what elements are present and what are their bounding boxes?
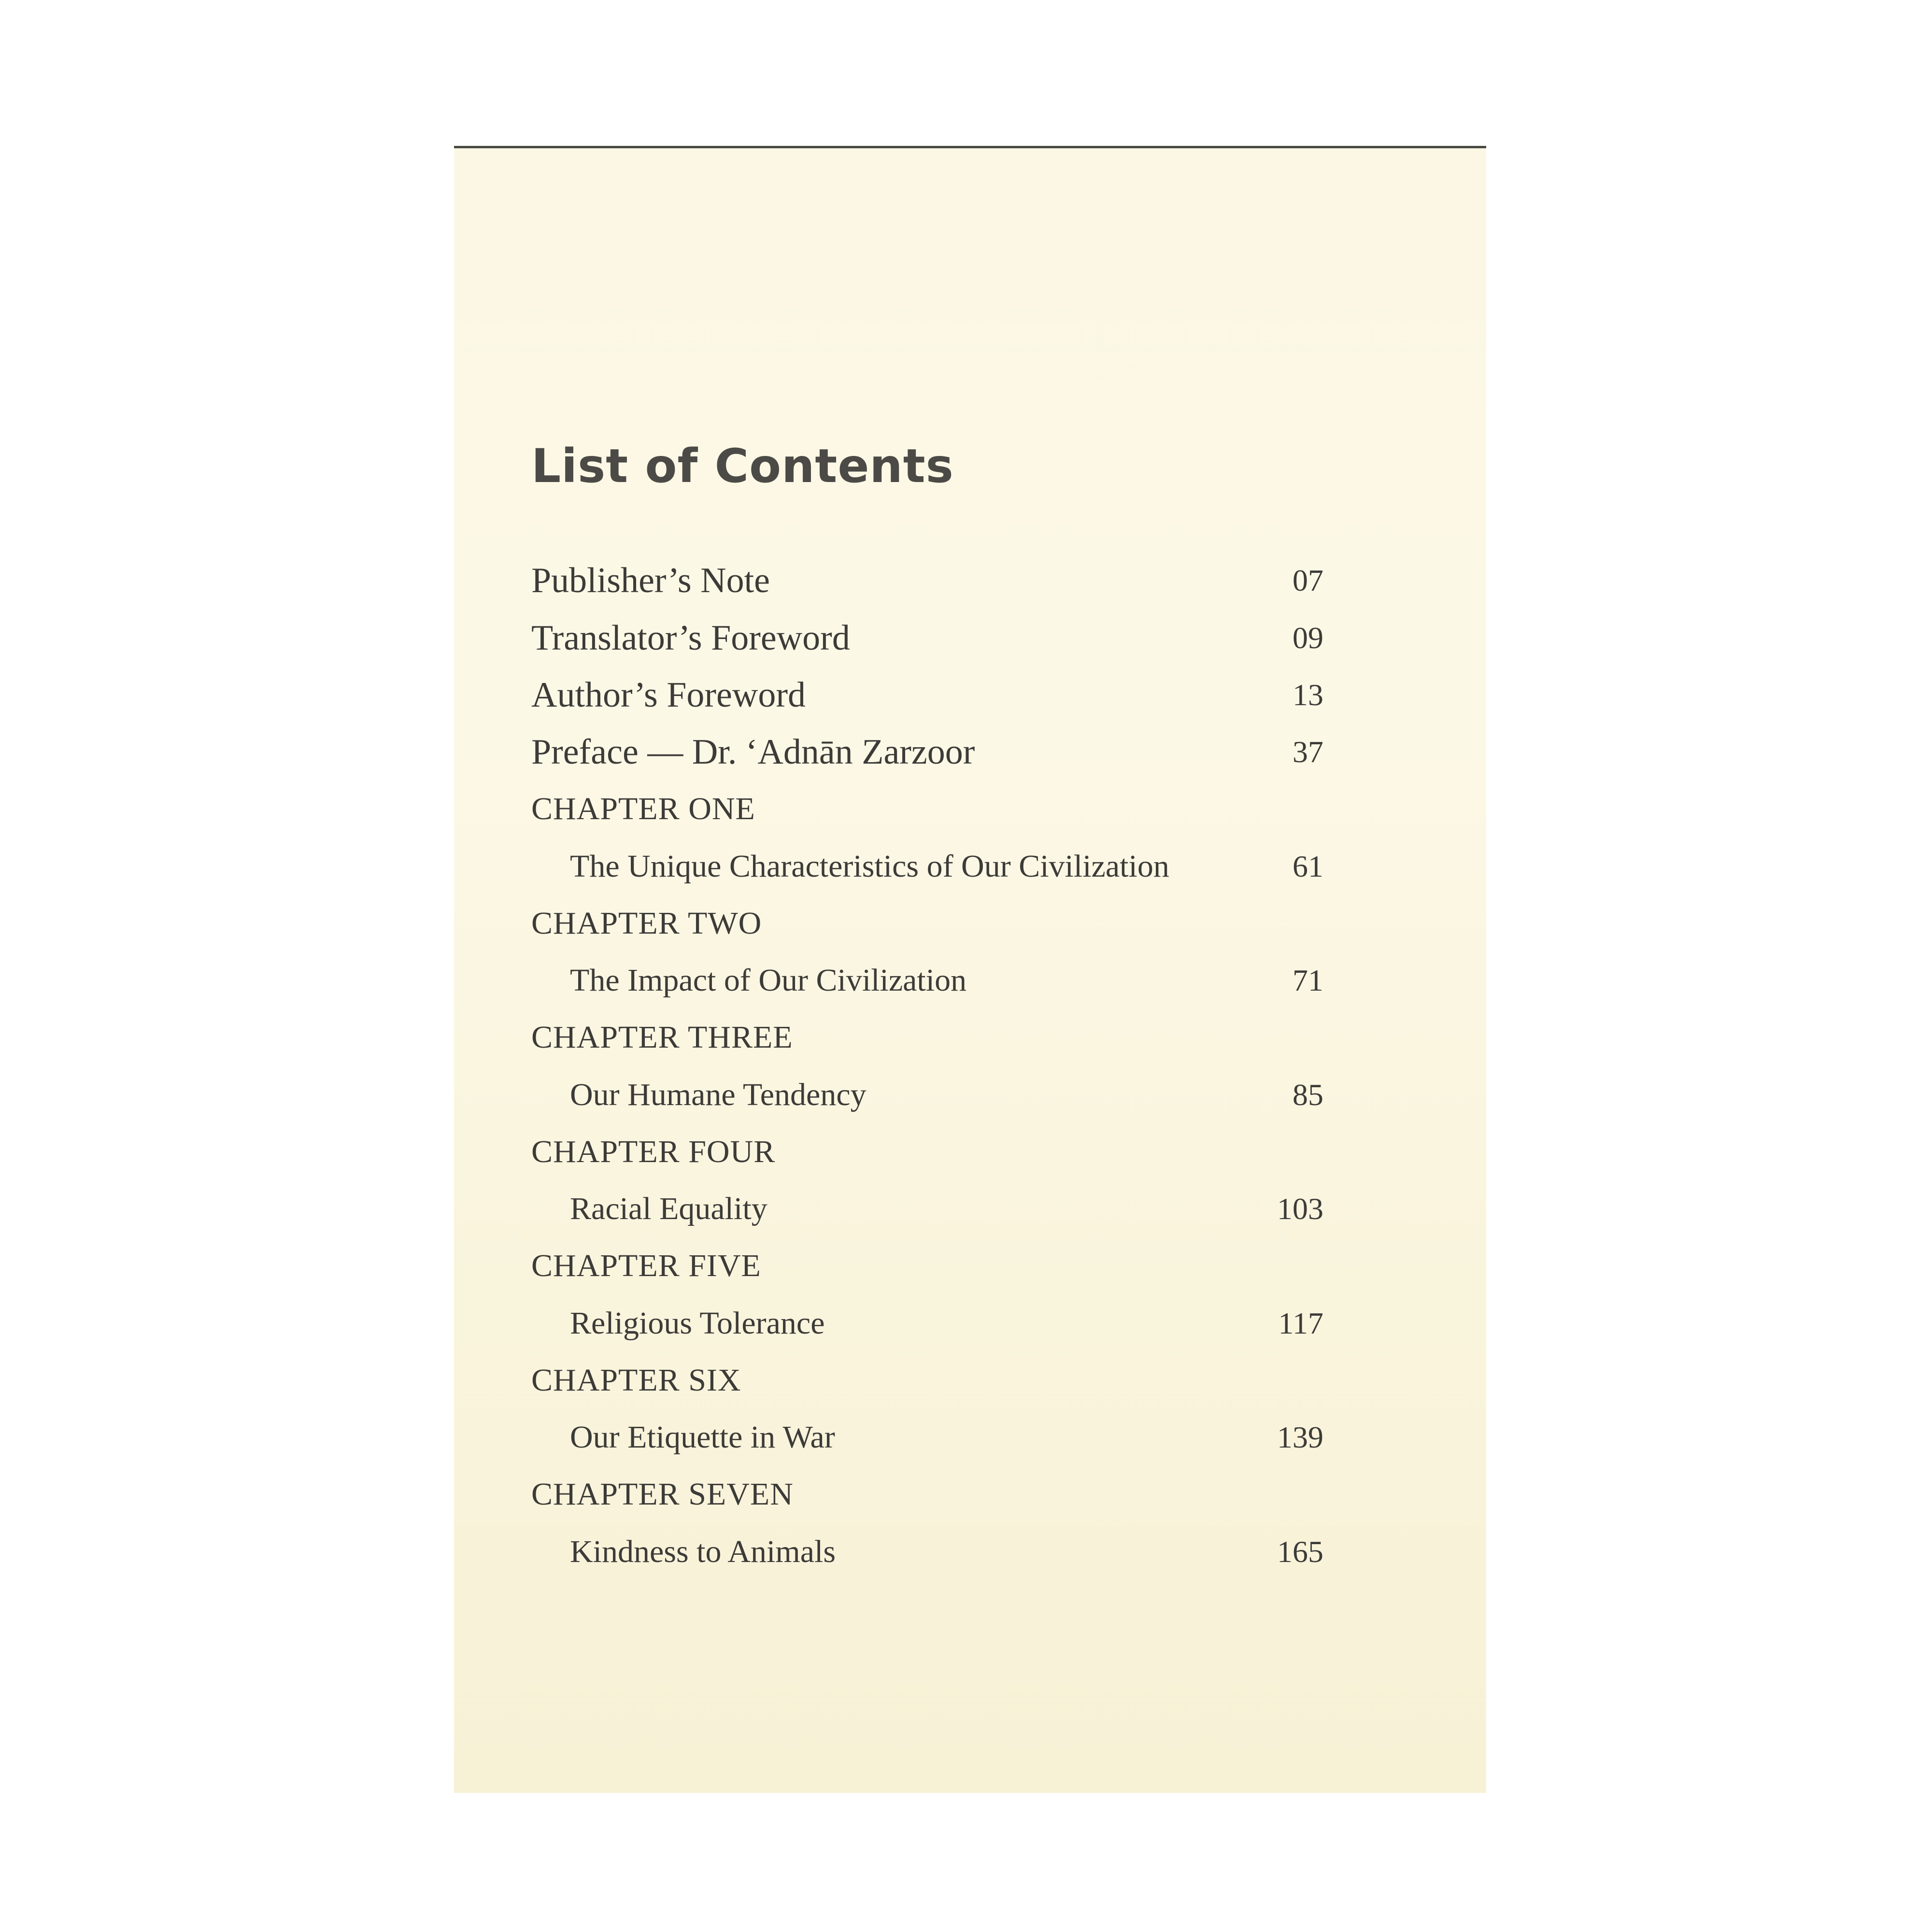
- page-title: List of Contents: [531, 439, 954, 493]
- toc-entry-page: 165: [1277, 1534, 1323, 1569]
- toc-chapter-label: CHAPTER THREE: [531, 1020, 793, 1055]
- toc-entry-label: Our Humane Tendency: [570, 1077, 867, 1112]
- table-of-contents: [454, 148, 1486, 1793]
- toc-chapter-heading: [531, 1356, 1323, 1405]
- toc-entry-label: The Impact of Our Civilization: [570, 963, 967, 998]
- toc-chapter-label: CHAPTER SIX: [531, 1363, 741, 1398]
- toc-entry-page: 139: [1277, 1420, 1323, 1454]
- toc-entry-page: 117: [1278, 1306, 1323, 1340]
- toc-entry-humane-tendency: [531, 1071, 1323, 1119]
- toc-entry-label: Translator’s Foreword: [531, 618, 850, 658]
- toc-entry-publishers-note: [531, 556, 1323, 605]
- toc-chapter-label: CHAPTER ONE: [531, 791, 755, 826]
- toc-entry-page: 13: [1293, 678, 1323, 712]
- toc-entry-translators-foreword: [531, 614, 1323, 662]
- toc-entry-unique-characteristics: [531, 842, 1323, 891]
- toc-entry-label: Kindness to Animals: [570, 1534, 836, 1569]
- toc-chapter-heading: [531, 1470, 1323, 1519]
- toc-entry-page: 85: [1293, 1078, 1323, 1112]
- toc-chapter-label: CHAPTER FIVE: [531, 1248, 761, 1283]
- toc-chapter-heading: [531, 1128, 1323, 1176]
- toc-chapter-label: CHAPTER SEVEN: [531, 1477, 794, 1512]
- toc-entry-page: 37: [1293, 735, 1323, 769]
- toc-chapter-label: CHAPTER TWO: [531, 906, 762, 941]
- toc-chapter-heading: [531, 899, 1323, 948]
- toc-entry-authors-foreword: [531, 671, 1323, 719]
- toc-chapter-heading: [531, 785, 1323, 833]
- toc-entry-page: 09: [1293, 621, 1323, 655]
- toc-entry-page: 103: [1277, 1192, 1323, 1226]
- toc-entry-label: Religious Tolerance: [570, 1306, 825, 1341]
- toc-entry-preface: [531, 728, 1323, 776]
- toc-entry-religious-tolerance: [531, 1299, 1323, 1348]
- toc-chapter-label: CHAPTER FOUR: [531, 1134, 776, 1169]
- toc-entry-label: Our Etiquette in War: [570, 1420, 835, 1455]
- toc-chapter-heading: [531, 1013, 1323, 1062]
- toc-entry-label: Publisher’s Note: [531, 561, 770, 600]
- toc-chapter-heading: [531, 1242, 1323, 1290]
- toc-entry-etiquette-in-war: [531, 1413, 1323, 1462]
- toc-entry-kindness-to-animals: [531, 1528, 1323, 1576]
- toc-entry-label: Preface — Dr. ‘Adnān Zarzoor: [531, 732, 975, 772]
- toc-entry-page: 71: [1293, 963, 1323, 997]
- toc-entry-page: 07: [1293, 563, 1323, 597]
- toc-entry-label: Author’s Foreword: [531, 675, 806, 715]
- toc-entry-racial-equality: [531, 1185, 1323, 1233]
- book-page: [454, 146, 1486, 1793]
- toc-entry-impact: [531, 956, 1323, 1005]
- toc-entry-label: Racial Equality: [570, 1191, 767, 1226]
- toc-entry-label: The Unique Characteristics of Our Civilization: [570, 849, 1169, 884]
- toc-entry-page: 61: [1293, 849, 1323, 883]
